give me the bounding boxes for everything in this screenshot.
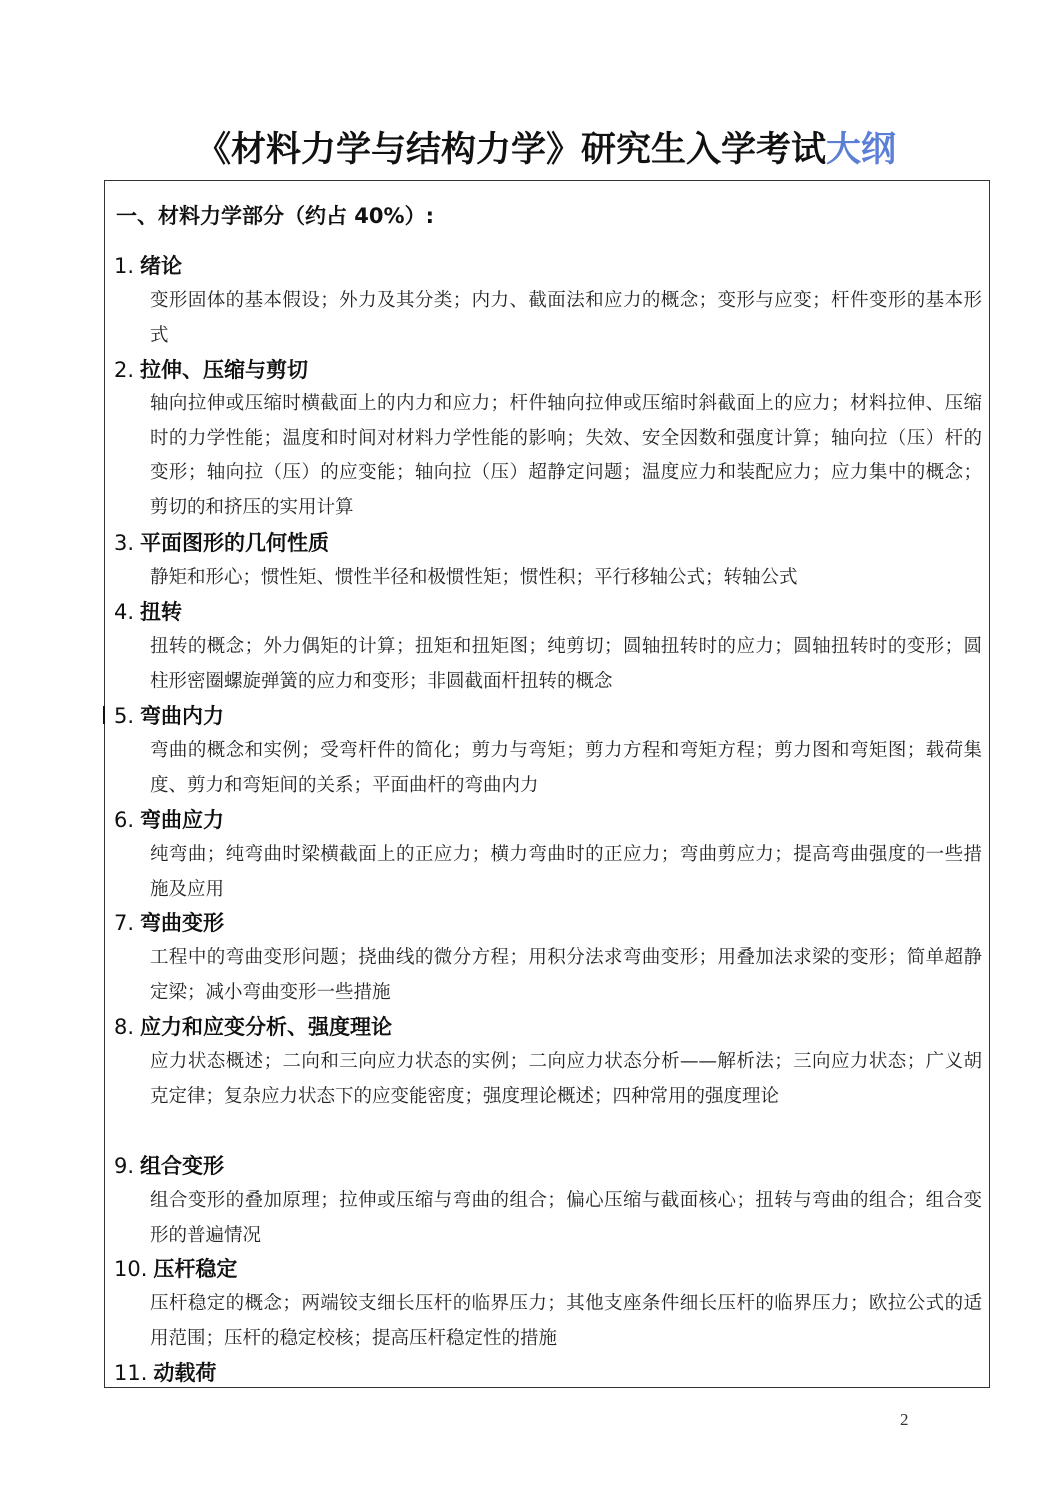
item-body-10: 压杆稳定的概念；两端铰支细长压杆的临界压力；其他支座条件细长压杆的临界压力；欧拉公式的适用范围；压杆的稳定校核；提高压杆稳定性的措施: [150, 1293, 982, 1349]
item-number: 6.: [114, 808, 135, 832]
item-body-1: 变形固体的基本假设；外力及其分类；内力、截面法和应力的概念；变形与应变；杆件变形的基本形式: [150, 290, 982, 346]
item-number: 10.: [114, 1257, 148, 1281]
item-heading: 应力和应变分析、强度理论: [140, 1015, 393, 1039]
item-body-9: 组合变形的叠加原理；拉伸或压缩与弯曲的组合；偏心压缩与截面核心；扭转与弯曲的组合；组合变形的普遍情况: [150, 1190, 982, 1246]
item-number: 2.: [114, 358, 135, 382]
item-title-10: [114, 1253, 237, 1283]
item-number: 7.: [114, 911, 135, 935]
item-title-6: [114, 804, 224, 834]
item-number: 11.: [114, 1361, 148, 1385]
item-body-4: 扭转的概念；外力偶矩的计算；扭矩和扭矩图；纯剪切；圆轴扭转时的应力；圆轴扭转时的变形；圆柱形密圈螺旋弹簧的应力和变形；非圆截面杆扭转的概念: [150, 636, 982, 692]
item-body-8: 应力状态概述；二向和三向应力状态的实例；二向应力状态分析——解析法；三向应力状态；广义胡克定律；复杂应力状态下的应变能密度；强度理论概述；四种常用的强度理论: [150, 1051, 982, 1107]
item-title-9: [114, 1150, 224, 1180]
item-body-3: 静矩和形心；惯性矩、惯性半径和极惯性矩；惯性积；平行移轴公式；转轴公式: [150, 567, 798, 588]
item-body-6: 纯弯曲；纯弯曲时梁横截面上的正应力；横力弯曲时的正应力；弯曲剪应力；提高弯曲强度的一些措施及应用: [150, 844, 982, 900]
item-heading: 弯曲变形: [140, 911, 225, 935]
title-accent: 大纲: [826, 130, 897, 170]
page-title: [0, 122, 1061, 172]
item-title-4: [114, 596, 182, 626]
item-number: 4.: [114, 600, 135, 624]
item-title-11: [114, 1357, 216, 1387]
item-heading: 拉伸、压缩与剪切: [140, 358, 309, 382]
margin-mark: [103, 706, 105, 724]
item-heading: 压杆稳定: [153, 1257, 238, 1281]
item-number: 9.: [114, 1154, 135, 1178]
item-title-7: [114, 907, 224, 937]
item-heading: 动载荷: [153, 1361, 217, 1385]
item-number: 5.: [114, 704, 135, 728]
item-title-8: [114, 1011, 392, 1041]
item-heading: 组合变形: [140, 1154, 225, 1178]
item-body-5: 弯曲的概念和实例；受弯杆件的简化；剪力与弯矩；剪力方程和弯矩方程；剪力图和弯矩图；载荷集度、剪力和弯矩间的关系；平面曲杆的弯曲内力: [150, 740, 982, 796]
item-body-7: 工程中的弯曲变形问题；挠曲线的微分方程；用积分法求弯曲变形；用叠加法求梁的变形；简单超静定梁；减小弯曲变形一些措施: [150, 947, 982, 1003]
item-title-2: [114, 354, 308, 384]
item-heading: 弯曲应力: [140, 808, 225, 832]
section-heading: 一、材料力学部分（约占 40%）:: [116, 204, 434, 228]
item-number: 8.: [114, 1015, 135, 1039]
item-heading: 扭转: [140, 600, 183, 624]
item-heading: 平面图形的几何性质: [140, 531, 330, 555]
title-main: 《材料力学与结构力学》研究生入学考试: [195, 130, 826, 170]
item-heading: 弯曲内力: [140, 704, 225, 728]
item-number: 1.: [114, 254, 135, 278]
page-number: 2: [900, 1410, 909, 1429]
item-body-2: 轴向拉伸或压缩时横截面上的内力和应力；杆件轴向拉伸或压缩时斜截面上的应力；材料拉伸、压缩时的力学性能；温度和时间对材料力学性能的影响；失效、安全因数和强度计算；轴向拉（压）杆的变形；轴向拉（压）的应变能；轴向拉（压）超静定问题；温度应力和装配应力；应力集中的概念；剪切的和挤压的实用计算: [150, 393, 982, 518]
item-title-1: [114, 250, 182, 280]
item-title-3: [114, 527, 329, 557]
item-title-5: [114, 700, 224, 730]
item-heading: 绪论: [140, 254, 183, 278]
item-number: 3.: [114, 531, 135, 555]
